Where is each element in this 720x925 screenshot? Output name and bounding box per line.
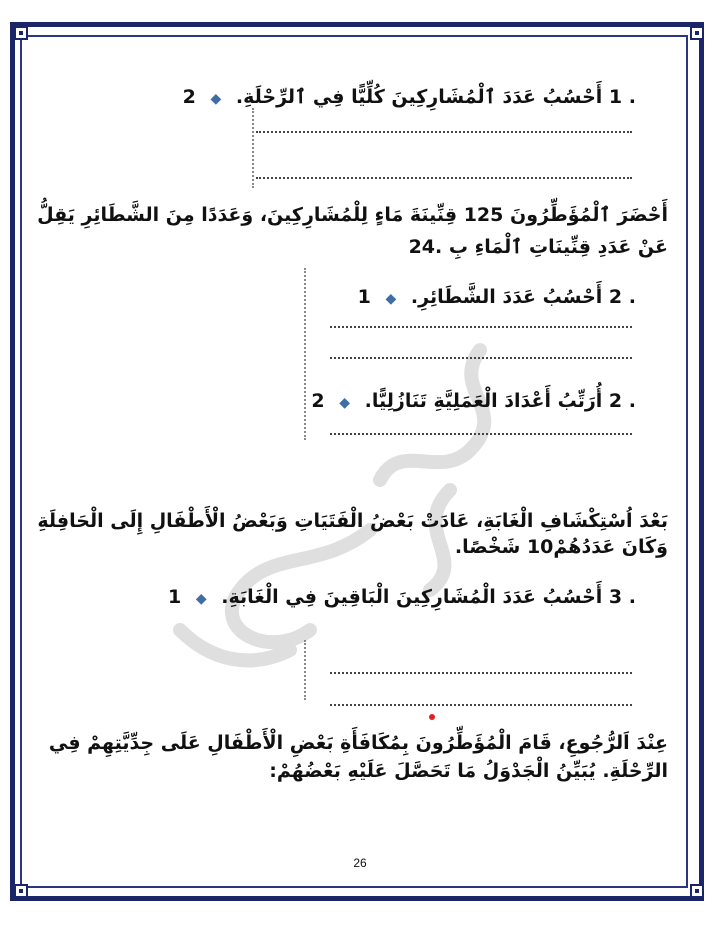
paragraph-1-line-1: أَحْضَرَ ٱلْمُؤَطِّرُونَ 125 قِنِّينَةَ مَاءٍ لِلْمُشَارِكِينَ، وَعَدَدًا مِنَ الشَّطَائِرِ يَقِلُّ: [37, 204, 668, 226]
page-number: 26: [353, 856, 367, 870]
question-2: [358, 286, 636, 308]
paragraph-3-line-1: عِنْدَ اَلرُّجُوعِ، قَامَ الْمُؤَطِّرُونَ بِمُكَافَأَةِ بَعْضِ الْأَطْفَالِ عَلَى جِدِّيَّتِهِمْ فِي: [48, 732, 668, 754]
answer-separator: [252, 108, 254, 188]
answer-line[interactable]: [330, 672, 632, 674]
question-3-text: . 2 أُرَتِّبُ أَعْدَادَ الْعَمَلِيَّةِ تَنَازُلِيًّا.: [364, 390, 636, 412]
answer-line[interactable]: [256, 177, 632, 179]
question-1: [183, 86, 636, 108]
question-3: [311, 390, 636, 412]
answer-line[interactable]: [330, 704, 632, 706]
answer-line[interactable]: [330, 326, 632, 328]
question-1-text: . 1 أَحْسُبُ عَدَدَ ٱلْمُشَارِكِينَ كُلِّيًّا فِي ٱلرِّحْلَةِ.: [235, 86, 636, 108]
question-2-text: . 2 أَحْسُبُ عَدَدَ الشَّطَائِرِ.: [410, 286, 636, 308]
red-mark: [429, 714, 435, 720]
question-4-text: . 3 أَحْسُبُ عَدَدَ الْمُشَارِكِينَ الْبَاقِينَ فِي الْغَابَةِ.: [221, 586, 636, 608]
question-4-number: 1: [168, 586, 182, 608]
frame-corner-ornament: [14, 884, 28, 898]
frame-corner-ornament: [690, 884, 704, 898]
paragraph-3-line-2: الرِّحْلَةِ. يُبَيِّنُ الْجَدْوَلُ مَا تَحَصَّلَ عَلَيْهِ بَعْضُهُمْ:: [269, 760, 668, 782]
frame-corner-ornament: [14, 26, 28, 40]
answer-separator: [304, 640, 306, 700]
question-3-number: 2: [311, 390, 325, 412]
frame-corner-ornament: [690, 26, 704, 40]
answer-line[interactable]: [330, 433, 632, 435]
diamond-bullet-icon: ◆: [339, 395, 351, 411]
answer-line[interactable]: [330, 357, 632, 359]
answer-line[interactable]: [256, 131, 632, 133]
diamond-bullet-icon: ◆: [195, 591, 207, 607]
question-2-number: 1: [357, 286, 371, 308]
paragraph-1-line-2: عَنْ عَدَدِ قِنِّينَاتِ ٱلْمَاءِ بِ .24: [408, 236, 668, 258]
diamond-bullet-icon: ◆: [210, 91, 222, 107]
paragraph-2-line-1: بَعْدَ اُسْتِكْشَافِ الْغَابَةِ، عَادَتْ بَعْضُ الْفَتَيَاتِ وَبَعْضُ الْأَطْفَالِ إِلَى الْحَافِلَةِ: [37, 510, 668, 532]
question-1-number: 2: [182, 86, 196, 108]
diamond-bullet-icon: ◆: [385, 291, 397, 307]
question-4: [168, 586, 636, 608]
answer-separator: [304, 268, 306, 440]
paragraph-2-line-2: وَكَانَ عَدَدُهُمْ10 شَخْصًا.: [454, 536, 668, 558]
